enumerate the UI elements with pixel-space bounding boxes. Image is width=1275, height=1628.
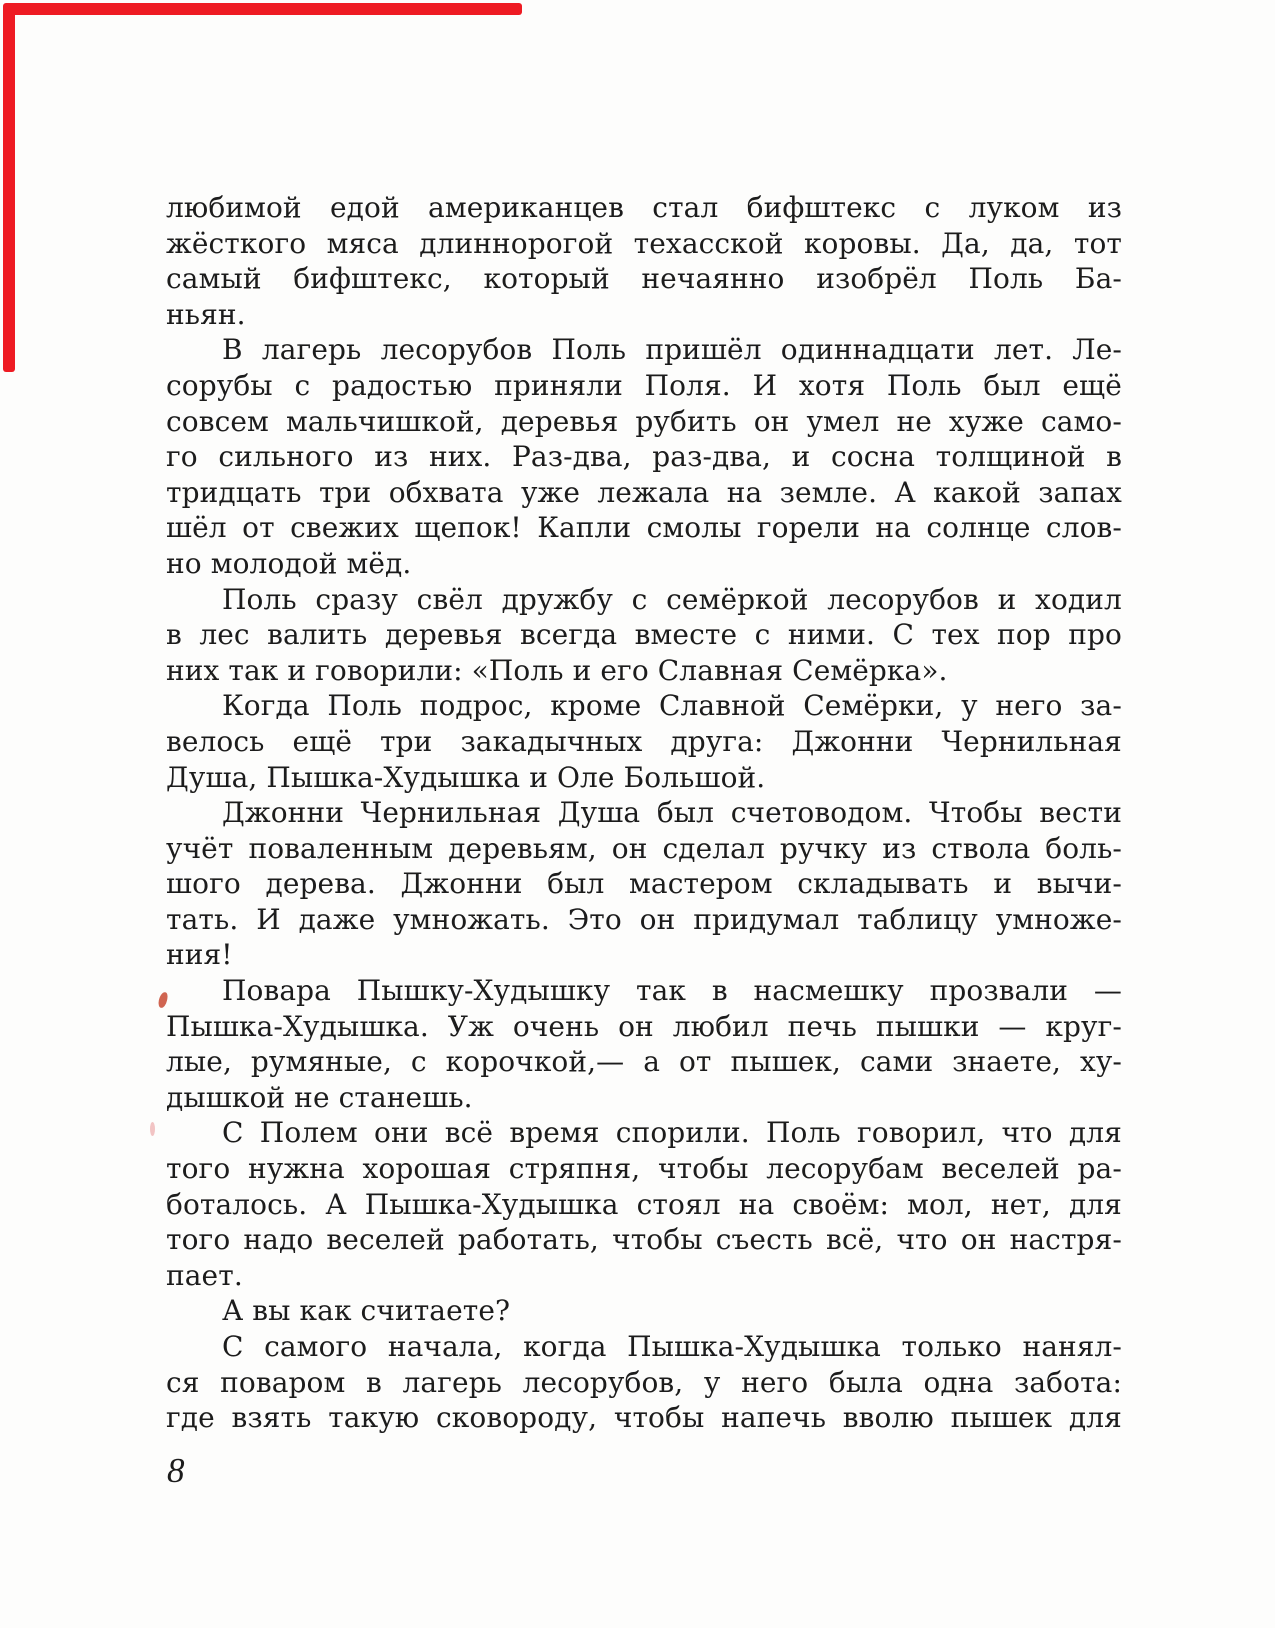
text-line: велось ещё три закадычных друга: Джонни Чернильная xyxy=(166,724,1122,758)
text-line: сорубы с радостью приняли Поля. И хотя Поль был ещё xyxy=(166,368,1122,402)
text-line: боталось. А Пышка-Худышка стоял на своём: мол, нет, для xyxy=(166,1187,1122,1221)
text-line: учёт поваленным деревьям, он сделал ручку из ствола боль- xyxy=(166,831,1122,865)
red-frame-left-bar xyxy=(3,3,15,372)
body-text-column xyxy=(166,190,1122,1436)
text-line: Поль сразу свёл дружбу с семёркой лесорубов и ходил xyxy=(222,582,1122,616)
red-frame-top-bar xyxy=(8,3,522,15)
paragraph xyxy=(166,190,1122,332)
text-line: шого дерева. Джонни был мастером складывать и вычи- xyxy=(166,867,1122,901)
text-line: жёсткого мяса длиннорогой техасской коровы. Да, да, тот xyxy=(166,226,1122,260)
text-line: тридцать три обхвата уже лежала на земле. А какой запах xyxy=(166,475,1122,509)
paragraph xyxy=(166,973,1122,1115)
faint-margin-speck xyxy=(150,1122,155,1136)
text-line: ния! xyxy=(166,938,233,972)
text-line: в лес валить деревья всегда вместе с ними. С тех пор про xyxy=(166,618,1122,652)
paragraph xyxy=(166,582,1122,689)
paragraph xyxy=(166,795,1122,973)
text-line: шёл от свежих щепок! Капли смолы горели на солнце слов- xyxy=(166,511,1122,545)
text-line: ся поваром в лагерь лесорубов, у него была одна забота: xyxy=(166,1365,1122,1399)
text-line: В лагерь лесорубов Поль пришёл одиннадцати лет. Ле- xyxy=(222,333,1122,367)
text-line: лые, румяные, с корочкой,— а от пышек, сами знаете, ху- xyxy=(166,1045,1122,1079)
text-line: Повара Пышку-Худышку так в насмешку прозвали — xyxy=(222,974,1122,1008)
text-line: А вы как считаете? xyxy=(222,1294,511,1328)
text-line: самый бифштекс, который нечаянно изобрёл Поль Ба- xyxy=(166,262,1122,296)
text-line: го сильного из них. Раз-два, раз-два, и сосна толщиной в xyxy=(166,440,1122,474)
paragraph xyxy=(166,1115,1122,1293)
text-line: С Полем они всё время спорили. Поль говорил, что для xyxy=(222,1116,1122,1150)
text-line: Когда Поль подрос, кроме Славной Семёрки, у него за- xyxy=(222,689,1122,723)
text-line: них так и говорили: «Поль и его Славная Семёрка». xyxy=(166,653,948,687)
text-line: но молодой мёд. xyxy=(166,546,412,580)
text-line: того надо веселей работать, чтобы съесть всё, что он настря- xyxy=(166,1223,1122,1257)
text-line: дышкой не станешь. xyxy=(166,1080,473,1114)
text-line: того нужна хорошая стряпня, чтобы лесорубам веселей ра- xyxy=(166,1152,1122,1186)
text-line: тать. И даже умножать. Это он придумал таблицу умноже- xyxy=(166,902,1122,936)
text-line: где взять такую сковороду, чтобы напечь вволю пышек для xyxy=(166,1401,1122,1435)
paragraph xyxy=(166,332,1122,581)
paragraph xyxy=(166,1293,1122,1329)
text-line: Джонни Чернильная Душа был счетоводом. Чтобы вести xyxy=(222,796,1122,830)
paragraph xyxy=(166,688,1122,795)
text-line: Пышка-Худышка. Уж очень он любил печь пышки — круг- xyxy=(166,1009,1122,1043)
text-line: любимой едой американцев стал бифштекс с луком из xyxy=(166,191,1122,224)
text-line: С самого начала, когда Пышка-Худышка только нанял- xyxy=(222,1330,1122,1363)
text-line: Душа, Пышка-Худышка и Оле Большой. xyxy=(166,760,766,794)
text-line: пает. xyxy=(166,1258,243,1292)
text-line: ньян. xyxy=(166,297,246,331)
text-line: совсем мальчишкой, деревья рубить он умел не хуже само- xyxy=(166,404,1122,438)
page-number: 8 xyxy=(167,1451,185,1490)
paragraph xyxy=(166,1329,1122,1436)
